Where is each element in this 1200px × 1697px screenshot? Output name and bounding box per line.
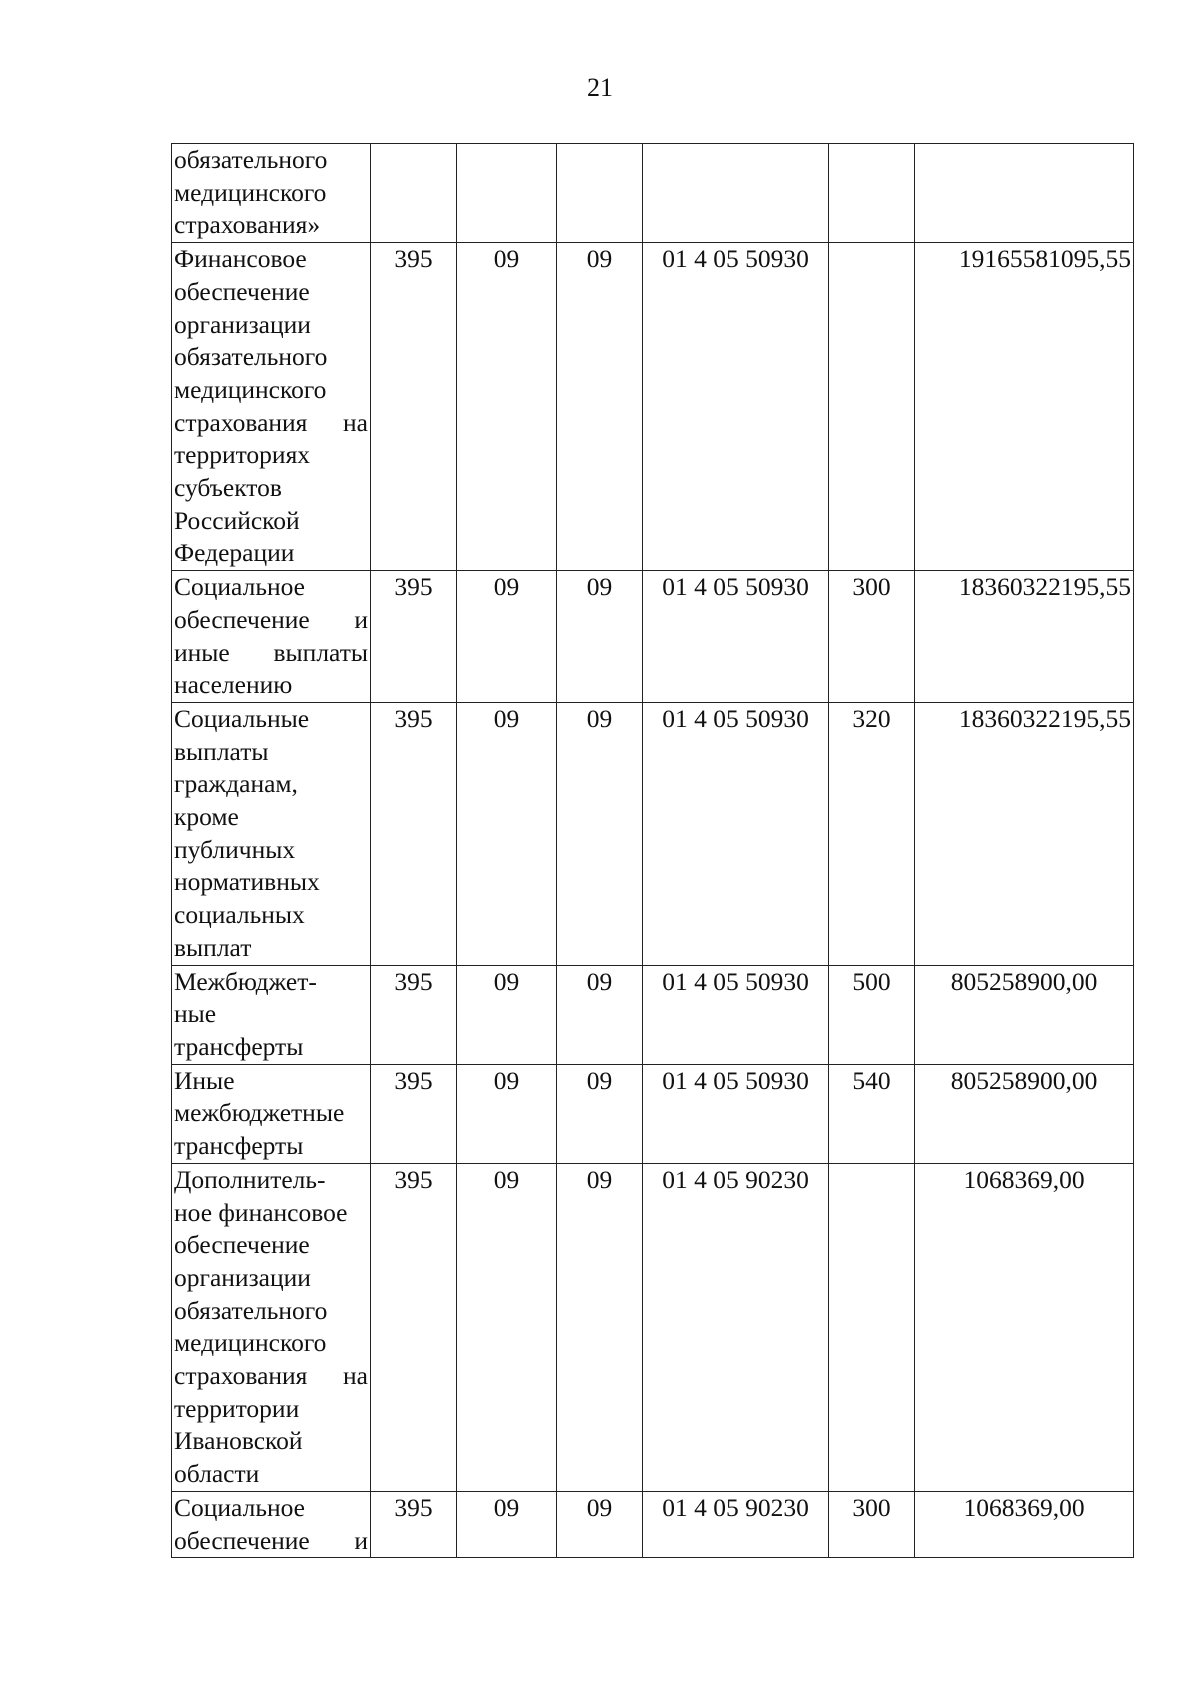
- admin-code-cell: 395: [371, 571, 457, 703]
- expense-name-line: территориях: [174, 440, 311, 470]
- expense-name-line: Социальное: [174, 572, 305, 602]
- expense-name-line: медицинского: [174, 374, 327, 404]
- section-code-cell: 09: [457, 1064, 557, 1163]
- expense-name-line: нормативных: [174, 867, 320, 897]
- expense-name-line: медицинского: [174, 177, 327, 207]
- expense-name-line: выплаты: [174, 736, 269, 766]
- expense-name-line: Российской: [174, 505, 300, 535]
- expense-name-line: выплат: [174, 932, 252, 962]
- expense-name-line: трансферты: [174, 1131, 304, 1161]
- expense-type-cell: [829, 1163, 915, 1491]
- page-number: 21: [587, 73, 613, 102]
- target-article-cell: 01 4 05 50930: [643, 702, 829, 965]
- expense-name-line: субъектов: [174, 473, 282, 503]
- expense-name-line: Финансовое: [174, 244, 307, 274]
- section-code-cell: 09: [457, 965, 557, 1064]
- expense-name-line: медицинского: [174, 1328, 327, 1358]
- admin-code-cell: 395: [371, 1163, 457, 1491]
- table-row: [172, 965, 1134, 1064]
- target-article-cell: [643, 144, 829, 243]
- expense-type-cell: 540: [829, 1064, 915, 1163]
- table-body: [172, 144, 1134, 1558]
- subsection-code-cell: [557, 144, 643, 243]
- admin-code-cell: 395: [371, 965, 457, 1064]
- target-article-cell: 01 4 05 50930: [643, 243, 829, 571]
- expense-name-cell: [172, 243, 371, 571]
- section-code-cell: [457, 144, 557, 243]
- expense-name-cell: [172, 1163, 371, 1491]
- amount-cell: 1068369,00: [915, 1163, 1134, 1491]
- expense-name-line: обеспечение и: [174, 1525, 368, 1555]
- subsection-code-cell: 09: [557, 1163, 643, 1491]
- expense-name-line: Ивановской: [174, 1426, 303, 1456]
- admin-code-cell: 395: [371, 1491, 457, 1557]
- table-row: [172, 243, 1134, 571]
- expense-name-line: населению: [174, 670, 293, 700]
- expense-name-line: обеспечение и: [174, 604, 368, 634]
- expense-name-line: страхования на: [174, 407, 368, 437]
- amount-cell: 1068369,00: [915, 1491, 1134, 1557]
- expense-name-line: области: [174, 1459, 260, 1489]
- expense-name-line: территории: [174, 1393, 300, 1423]
- amount-cell: [915, 144, 1134, 243]
- expense-name-line: организации: [174, 1262, 311, 1292]
- expense-name-line: обязательного: [174, 1295, 328, 1325]
- expense-name-line: страхования»: [174, 210, 321, 240]
- section-code-cell: 09: [457, 1163, 557, 1491]
- expense-name-line: социальных: [174, 900, 305, 930]
- subsection-code-cell: 09: [557, 1064, 643, 1163]
- amount-cell: 805258900,00: [915, 1064, 1134, 1163]
- expense-name-line: Дополнитель-: [174, 1164, 326, 1194]
- subsection-code-cell: 09: [557, 571, 643, 703]
- expense-name-line: Межбюджет-: [174, 966, 317, 996]
- expense-name-line: организации: [174, 309, 311, 339]
- target-article-cell: 01 4 05 50930: [643, 571, 829, 703]
- section-code-cell: 09: [457, 702, 557, 965]
- expense-name-cell: [172, 1064, 371, 1163]
- expense-name-line: обеспечение: [174, 276, 310, 306]
- expense-name-line: гражданам,: [174, 769, 298, 799]
- admin-code-cell: 395: [371, 243, 457, 571]
- expense-name-line: Социальное: [174, 1492, 305, 1522]
- expense-name-cell: [172, 702, 371, 965]
- expense-name-cell: [172, 144, 371, 243]
- subsection-code-cell: 09: [557, 1491, 643, 1557]
- expense-name-line: иные выплаты: [174, 637, 368, 667]
- expense-name-cell: [172, 571, 371, 703]
- subsection-code-cell: 09: [557, 965, 643, 1064]
- table-row: [172, 144, 1134, 243]
- expense-name-line: страхования на: [174, 1361, 368, 1391]
- expense-type-cell: 320: [829, 702, 915, 965]
- expense-name-line: ные: [174, 999, 217, 1029]
- expense-name-line: Иные: [174, 1065, 235, 1095]
- expense-name-line: межбюджетные: [174, 1098, 345, 1128]
- target-article-cell: 01 4 05 90230: [643, 1163, 829, 1491]
- table-row: [172, 571, 1134, 703]
- expense-type-cell: 300: [829, 1491, 915, 1557]
- amount-cell: 18360322195,55: [915, 702, 1134, 965]
- target-article-cell: 01 4 05 50930: [643, 965, 829, 1064]
- subsection-code-cell: 09: [557, 243, 643, 571]
- budget-table: [171, 143, 1134, 1558]
- expense-name-line: обеспечение: [174, 1230, 310, 1260]
- expense-type-cell: 500: [829, 965, 915, 1064]
- amount-cell: 19165581095,55: [915, 243, 1134, 571]
- admin-code-cell: 395: [371, 1064, 457, 1163]
- expense-name-line: Федерации: [174, 538, 295, 568]
- expense-name-line: трансферты: [174, 1031, 304, 1061]
- admin-code-cell: [371, 144, 457, 243]
- amount-cell: 18360322195,55: [915, 571, 1134, 703]
- expense-name-cell: [172, 1491, 371, 1557]
- table-row: [172, 1491, 1134, 1557]
- expense-name-line: обязательного: [174, 145, 328, 174]
- expense-name-line: кроме: [174, 802, 239, 832]
- admin-code-cell: 395: [371, 702, 457, 965]
- table-row: [172, 1163, 1134, 1491]
- expense-name-line: обязательного: [174, 342, 328, 372]
- section-code-cell: 09: [457, 1491, 557, 1557]
- expense-name-line: Социальные: [174, 703, 310, 733]
- target-article-cell: 01 4 05 90230: [643, 1491, 829, 1557]
- expense-name-line: ное финансовое: [174, 1197, 348, 1227]
- expense-type-cell: [829, 144, 915, 243]
- table-row: [172, 1064, 1134, 1163]
- section-code-cell: 09: [457, 571, 557, 703]
- target-article-cell: 01 4 05 50930: [643, 1064, 829, 1163]
- expense-type-cell: [829, 243, 915, 571]
- amount-cell: 805258900,00: [915, 965, 1134, 1064]
- expense-type-cell: 300: [829, 571, 915, 703]
- expense-name-cell: [172, 965, 371, 1064]
- table-row: [172, 702, 1134, 965]
- section-code-cell: 09: [457, 243, 557, 571]
- subsection-code-cell: 09: [557, 702, 643, 965]
- expense-name-line: публичных: [174, 834, 296, 864]
